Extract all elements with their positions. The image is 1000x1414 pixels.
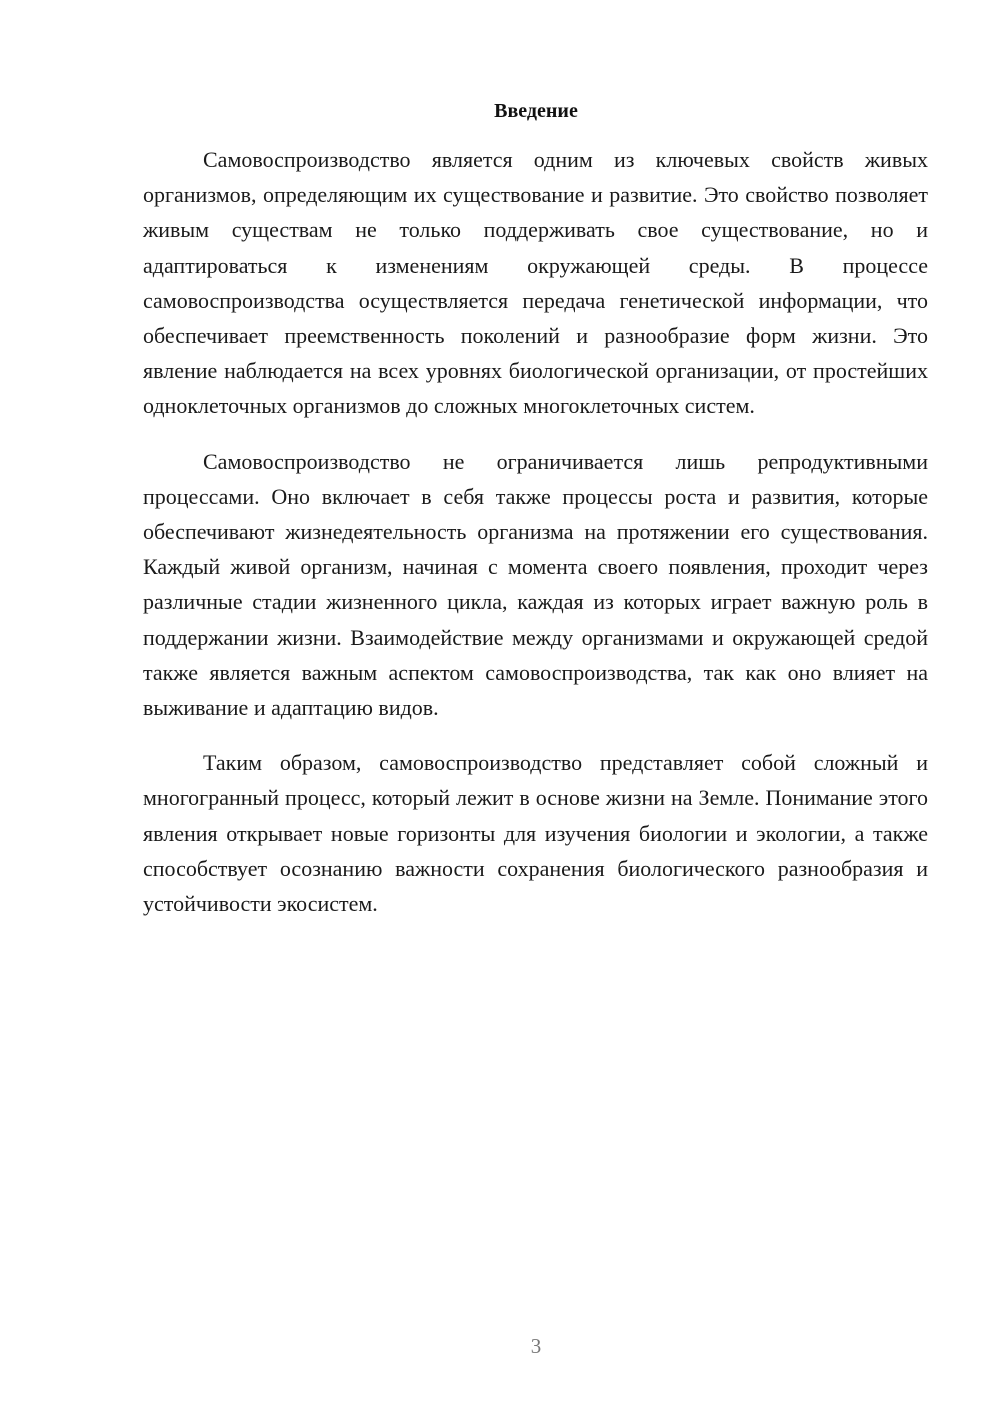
paragraph-1: Самовоспроизводство является одним из ключевых свойств живых организмов, определяющим их существование и развитие. Это свойство позволяет живым существам не только поддерживать свое существование, но и адаптироваться к изменениям окружающей среды. В процессе самовоспроизводства осуществляется передача генетической информации, что обеспечивает преемственность поколений и разнообразие форм жизни. Это явление наблюдается на всех уровнях биологической организации, от простейших одноклеточных организмов до сложных многоклеточных систем. bbox=[143, 147, 928, 419]
page-number: 3 bbox=[530, 1334, 542, 1358]
paragraph-3: Таким образом, самовоспроизводство представляет собой сложный и многогранный процесс, который лежит в основе жизни на Земле. Понимание этого явления открывает новые горизонты для изучения биологии и экологии, а также способствует осознанию важности сохранения биологического разнообразия и устойчивости экосистем. bbox=[143, 750, 928, 917]
body-text bbox=[143, 142, 928, 941]
section-title: Введение bbox=[494, 100, 578, 122]
paragraph-2: Самовоспроизводство не ограничивается лишь репродуктивными процессами. Оно включает в себя также процессы роста и развития, которые обеспечивают жизнедеятельность организма на протяжении его существования. Каждый живой организм, начиная с момента своего появления, проходит через различные стадии жизненного цикла, каждая из которых играет важную роль в поддержании жизни. Взаимодействие между организмами и окружающей средой также является важным аспектом самовоспроизводства, так как оно влияет на выживание и адаптацию видов. bbox=[143, 448, 928, 721]
